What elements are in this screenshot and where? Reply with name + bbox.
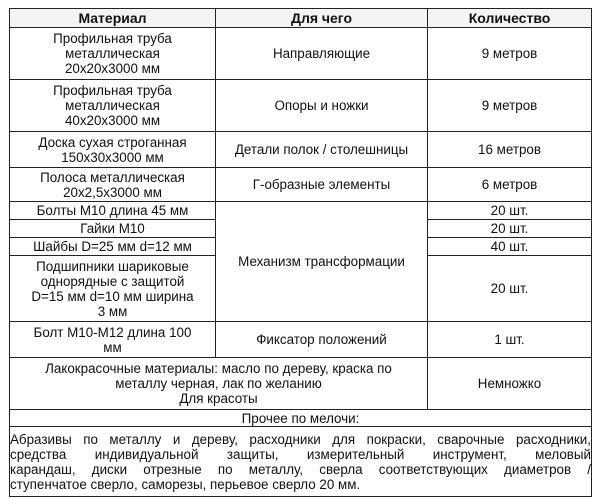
- material-line: однорядные с защитой: [40, 273, 185, 289]
- purpose-cell: Детали полок / столешницы: [216, 132, 428, 168]
- quantity-cell: 16 метров: [428, 132, 592, 168]
- misc-line: Абразивы по металлу и дереву, расходники для покраски, сварочные расходники,: [10, 431, 591, 447]
- quantity-cell: 20 шт.: [428, 220, 592, 238]
- misc-title-cell: Прочее по мелочи:: [10, 410, 592, 427]
- material-line: Болты М10 длина 45 мм: [36, 203, 189, 218]
- paints-line: металлу черная, лак по желанию: [115, 376, 322, 391]
- table-row: [10, 322, 592, 358]
- material-cell: [10, 132, 216, 168]
- quantity-cell: 9 метров: [428, 80, 592, 132]
- table-header-row: [10, 9, 592, 28]
- material-line: металлическая: [65, 98, 160, 113]
- table-row: [10, 202, 592, 220]
- table-row: [10, 132, 592, 168]
- misc-text-cell: [10, 427, 592, 497]
- material-line: 20х2,5х3000 мм: [63, 184, 162, 200]
- quantity-cell: 40 шт.: [428, 238, 592, 256]
- materials-table: [9, 8, 592, 497]
- quantity-cell: 6 метров: [428, 168, 592, 202]
- material-cell: [10, 322, 216, 358]
- misc-line: ступенчатое сверло, саморезы, перьевое сверло 20 мм.: [10, 476, 361, 492]
- quantity-cell: 9 метров: [428, 28, 592, 80]
- material-cell: [10, 256, 216, 322]
- table-row: [10, 358, 592, 410]
- material-cell: [10, 168, 216, 202]
- table-row: [10, 28, 592, 80]
- purpose-cell: Фиксатор положений: [216, 322, 428, 358]
- misc-line: средства индивидуальной защиты, измерительный инструмент, меловый: [10, 446, 591, 462]
- material-line: 20х20х3000 мм: [64, 61, 161, 76]
- purpose-cell: Направляющие: [216, 28, 428, 80]
- table-row: [10, 410, 592, 427]
- material-line: Подшипники шариковые: [36, 258, 189, 274]
- material-cell: [10, 238, 216, 256]
- material-line: Профильная труба: [53, 31, 172, 46]
- paints-cell: [10, 358, 428, 410]
- material-line: металлическая: [65, 46, 160, 61]
- material-line: Болт М10-М12 длина 100: [33, 324, 192, 340]
- quantity-cell: 1 шт.: [428, 322, 592, 358]
- material-cell: [10, 28, 216, 80]
- material-line: 3 мм: [97, 303, 128, 319]
- paints-line: Лакокрасочные материалы: масло по дереву, краска по: [45, 361, 392, 376]
- purpose-cell: Опоры и ножки: [216, 80, 428, 132]
- material-line: Шайбы D=25 мм d=12 мм: [33, 239, 192, 254]
- misc-line: карандаш, диски отрезные по металлу, сверла соответствующих диаметров /: [10, 461, 591, 477]
- material-line: Гайки М10: [80, 221, 145, 236]
- material-line: D=15 мм d=10 мм ширина: [31, 288, 194, 304]
- material-line: Профильная труба: [53, 83, 172, 98]
- table-row: [10, 168, 592, 202]
- material-line: мм: [103, 339, 122, 355]
- material-line: 150х30х3000 мм: [61, 149, 164, 165]
- purpose-cell: Г-образные элементы: [216, 168, 428, 202]
- quantity-cell: 20 шт.: [428, 256, 592, 322]
- material-cell: [10, 202, 216, 220]
- table-row: [10, 80, 592, 132]
- material-line: Доска сухая строганная: [38, 134, 187, 150]
- material-cell: [10, 80, 216, 132]
- material-cell: [10, 220, 216, 238]
- header-quantity: Количество: [428, 9, 592, 28]
- material-line: Полоса металлическая: [40, 169, 185, 185]
- table-row: [10, 427, 592, 497]
- quantity-cell: Немножко: [428, 358, 592, 410]
- header-material: Материал: [10, 9, 216, 28]
- material-line: 40х20х3000 мм: [64, 113, 161, 128]
- mechanism-purpose-cell: Механизм трансформации: [216, 202, 428, 322]
- paints-line: Для красоты: [179, 391, 258, 406]
- quantity-cell: 20 шт.: [428, 202, 592, 220]
- header-purpose: Для чего: [216, 9, 428, 28]
